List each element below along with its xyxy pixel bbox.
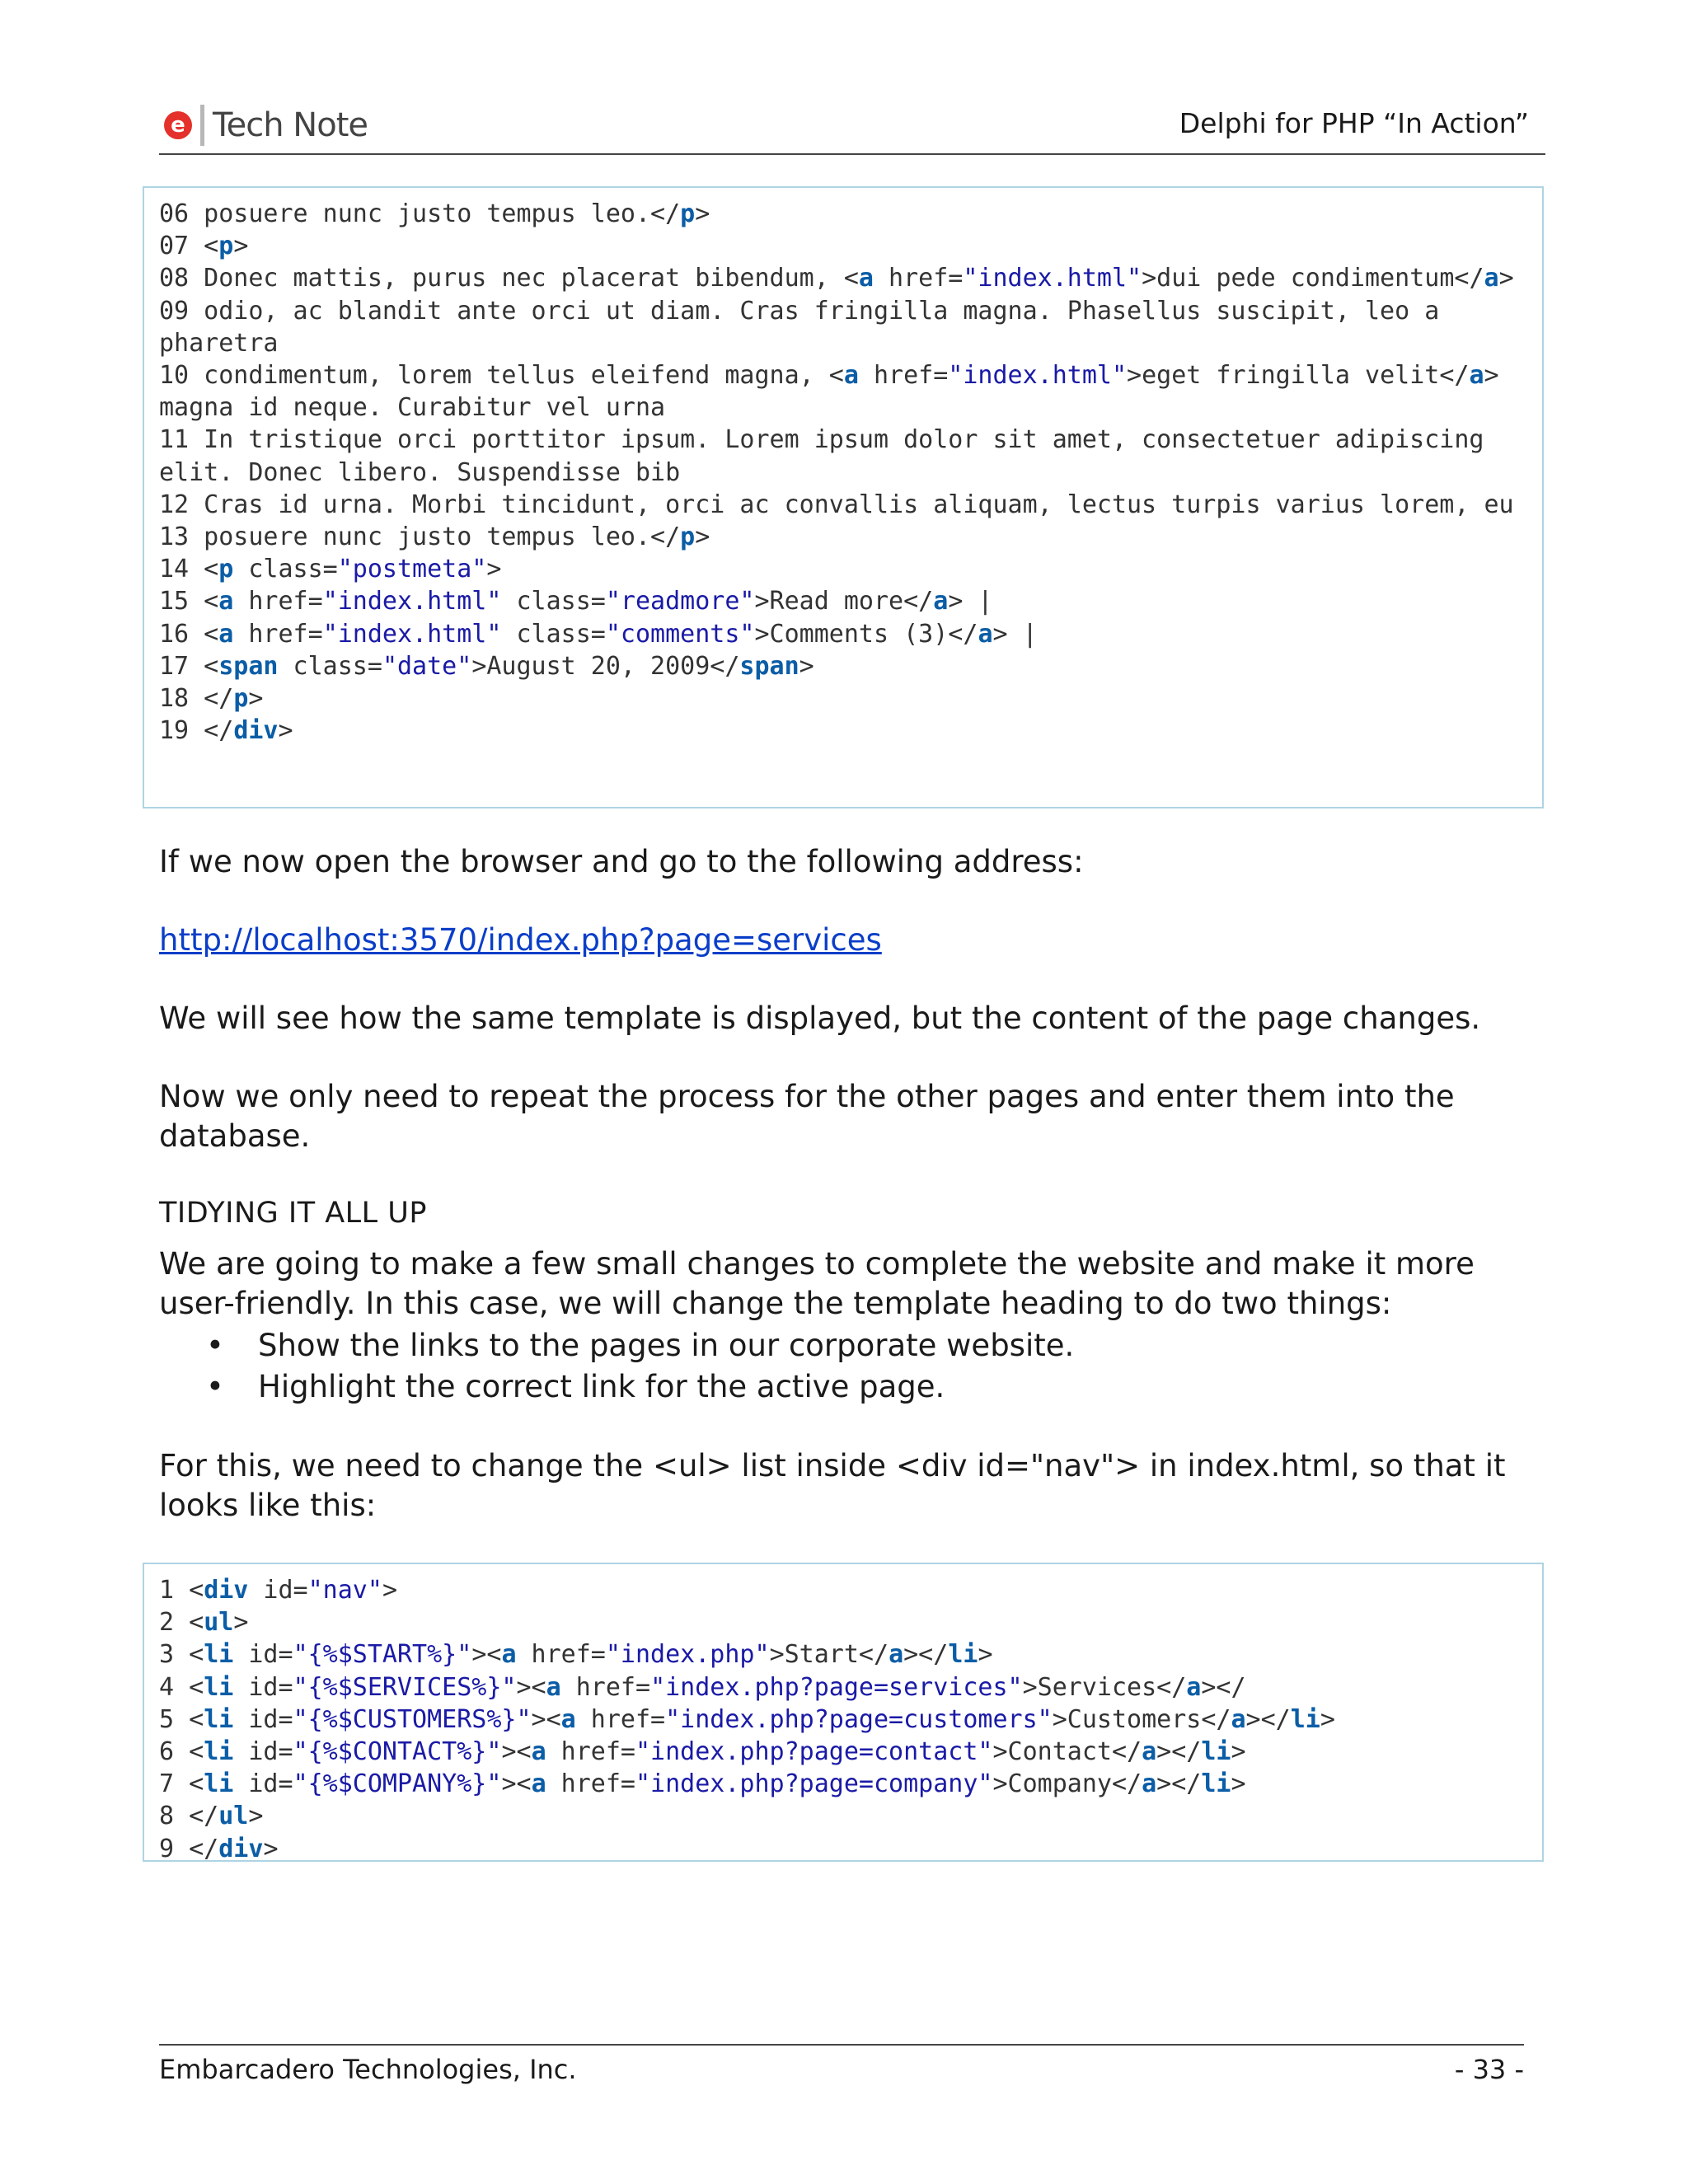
code-line: 19 </div>	[159, 716, 293, 746]
body-paragraph-2: We will see how the same template is displayed, but the content of the page changes.	[159, 1001, 1481, 1036]
bullet-list	[206, 1325, 1074, 1408]
code-line: 18 </p>	[159, 684, 264, 714]
body-paragraph-1: If we now open the browser and go to the following address:	[159, 844, 1084, 879]
section-heading: TIDYING IT ALL UP	[159, 1197, 427, 1230]
page-footer	[159, 2044, 1524, 2085]
bullet-item: • Highlight the correct link for the active page.	[206, 1366, 1074, 1408]
code-line: 8 </ul>	[159, 1802, 264, 1831]
code-block-1	[143, 186, 1544, 808]
services-page-link[interactable]: http://localhost:3570/index.php?page=services	[159, 922, 882, 958]
code-line: 4 <li id="{%$SERVICES%}"><a href="index.php?page=services">Services</a></	[159, 1672, 1246, 1702]
code-line: 10 condimentum, lorem tellus eleifend magna, <a href="index.html">eget fringilla velit</a> magna id neque. Curabitur vel urna	[159, 361, 1514, 423]
tech-note-logo	[164, 104, 368, 147]
url-paragraph	[159, 921, 1544, 960]
code-line: 5 <li id="{%$CUSTOMERS%}"><a href="index.php?page=customers">Customers</a></li>	[159, 1704, 1335, 1734]
code-line: 12 Cras id urna. Morbi tincidunt, orci ac convallis aliquam, lectus turpis varius lorem, eu	[159, 490, 1514, 519]
code-line: 08 Donec mattis, purus nec placerat bibendum, <a href="index.html">dui pede condimentum</a>	[159, 264, 1514, 293]
code-line: 1 <div id="nav">	[159, 1576, 397, 1605]
page-header	[159, 99, 1545, 155]
code-block-2	[143, 1563, 1544, 1862]
body-paragraph-5: For this, we need to change the <ul> list inside <div id="nav"> in index.html, so that it looks like this:	[159, 1448, 1506, 1523]
logo-divider	[200, 105, 204, 146]
bullet-item: • Show the links to the pages in our corporate website.	[206, 1325, 1074, 1366]
code-line: 2 <ul>	[159, 1608, 249, 1638]
code-line: 3 <li id="{%$START%}"><a href="index.php">Start</a></li>	[159, 1640, 993, 1670]
code-line: 15 <a href="index.html" class="readmore">Read more</a> |	[159, 587, 993, 616]
body-paragraph-3: Now we only need to repeat the process for the other pages and enter them into the database.	[159, 1079, 1455, 1154]
footer-company: Embarcadero Technologies, Inc.	[159, 2054, 577, 2085]
code-line: 07 <p>	[159, 232, 249, 261]
code-line: 14 <p class="postmeta">	[159, 555, 502, 584]
code-line: 06 posuere nunc justo tempus leo.</p>	[159, 199, 710, 228]
code-line: 6 <li id="{%$CONTACT%}"><a href="index.php?page=contact">Contact</a></li>	[159, 1737, 1246, 1767]
code-line: 7 <li id="{%$COMPANY%}"><a href="index.php?page=company">Company</a></li>	[159, 1769, 1246, 1799]
embarcadero-logo-icon: e	[164, 111, 192, 139]
code-line: 11 In tristique orci porttitor ipsum. Lorem ipsum dolor sit amet, consectetuer adipiscing elit. Donec libero. Suspendisse bib	[159, 425, 1499, 487]
document-title: Delphi for PHP “In Action”	[1179, 107, 1529, 139]
code-line: 16 <a href="index.html" class="comments">Comments (3)</a> |	[159, 619, 1038, 649]
body-paragraph-4: We are going to make a few small changes to complete the website and make it more user-friendly. In this case, we will change the template heading to do two things:	[159, 1246, 1475, 1321]
code-line: 17 <span class="date">August 20, 2009</span>	[159, 651, 814, 681]
page-number: - 33 -	[1454, 2054, 1524, 2085]
logo-text: Tech Note	[213, 106, 368, 144]
code-line: 9 </div>	[159, 1834, 279, 1863]
code-line: 13 posuere nunc justo tempus leo.</p>	[159, 523, 710, 552]
code-line: 09 odio, ac blandit ante orci ut diam. Cras fringilla magna. Phasellus suscipit, leo a pharetra	[159, 296, 1455, 358]
